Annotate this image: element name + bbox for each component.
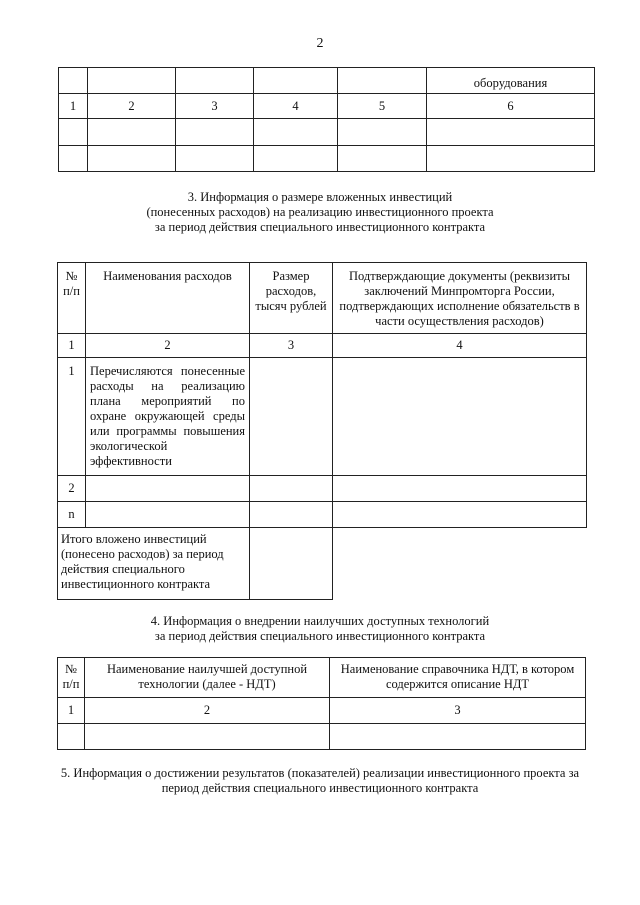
section-3-heading: 3. Информация о размере вложенных инвестиций (понесенных расходов) на реализацию инвестиционного проекта за период действия специального инвестиционного контракта [146,190,494,234]
col-number: 1 [59,94,88,119]
total-row [58,528,587,600]
table-row [58,724,586,750]
header-equipment: оборудования [427,68,595,94]
row-num: 2 [58,476,86,502]
header-reference: Наименование справочника НДТ, в котором содержится описание НДТ [330,658,586,698]
table-row [58,476,587,502]
col-number: 4 [333,334,587,358]
header-num: № п/п [58,658,85,698]
row-num: n [58,502,86,528]
col-number: 1 [58,698,85,724]
header-technology: Наименование наилучшей доступной технологии (далее - НДТ) [85,658,330,698]
technologies-table [57,657,586,750]
col-number: 4 [254,94,338,119]
table-row [58,358,587,476]
header-expense-name: Наименования расходов [86,263,250,334]
col-number: 2 [86,334,250,358]
col-number: 3 [330,698,586,724]
row-expense-name: Перечисляются понесенные расходы на реализацию плана мероприятий по охране окружающей среды или программы повышения экологической эффективности [86,358,250,476]
page-number: 2 [316,36,324,51]
col-number: 3 [250,334,333,358]
col-number: 1 [58,334,86,358]
col-number: 2 [85,698,330,724]
header-num: № п/п [58,263,86,334]
col-number: 6 [427,94,595,119]
col-number: 2 [88,94,176,119]
header-amount: Размер расходов, тысяч рублей [250,263,333,334]
table-row [59,146,595,172]
total-label: Итого вложено инвестиций (понесено расходов) за период действия специального инвестиционного контракта [58,528,250,600]
col-number: 3 [176,94,254,119]
investments-table [57,262,587,600]
section-4-heading: 4. Информация о внедрении наилучших доступных технологий за период действия специального инвестиционного контракта [150,614,490,643]
section-5-heading: 5. Информация о достижении результатов (показателей) реализации инвестиционного проекта за период действия специального инвестиционного контракта [60,766,580,795]
table-row [58,502,587,528]
col-number: 5 [338,94,427,119]
table-row [59,119,595,146]
header-documents: Подтверждающие документы (реквизиты заключений Минпромторга России, подтверждающих исполнение обязательств в части осуществления расходов) [333,263,587,334]
row-num: 1 [58,358,86,476]
equipment-table [58,67,595,172]
